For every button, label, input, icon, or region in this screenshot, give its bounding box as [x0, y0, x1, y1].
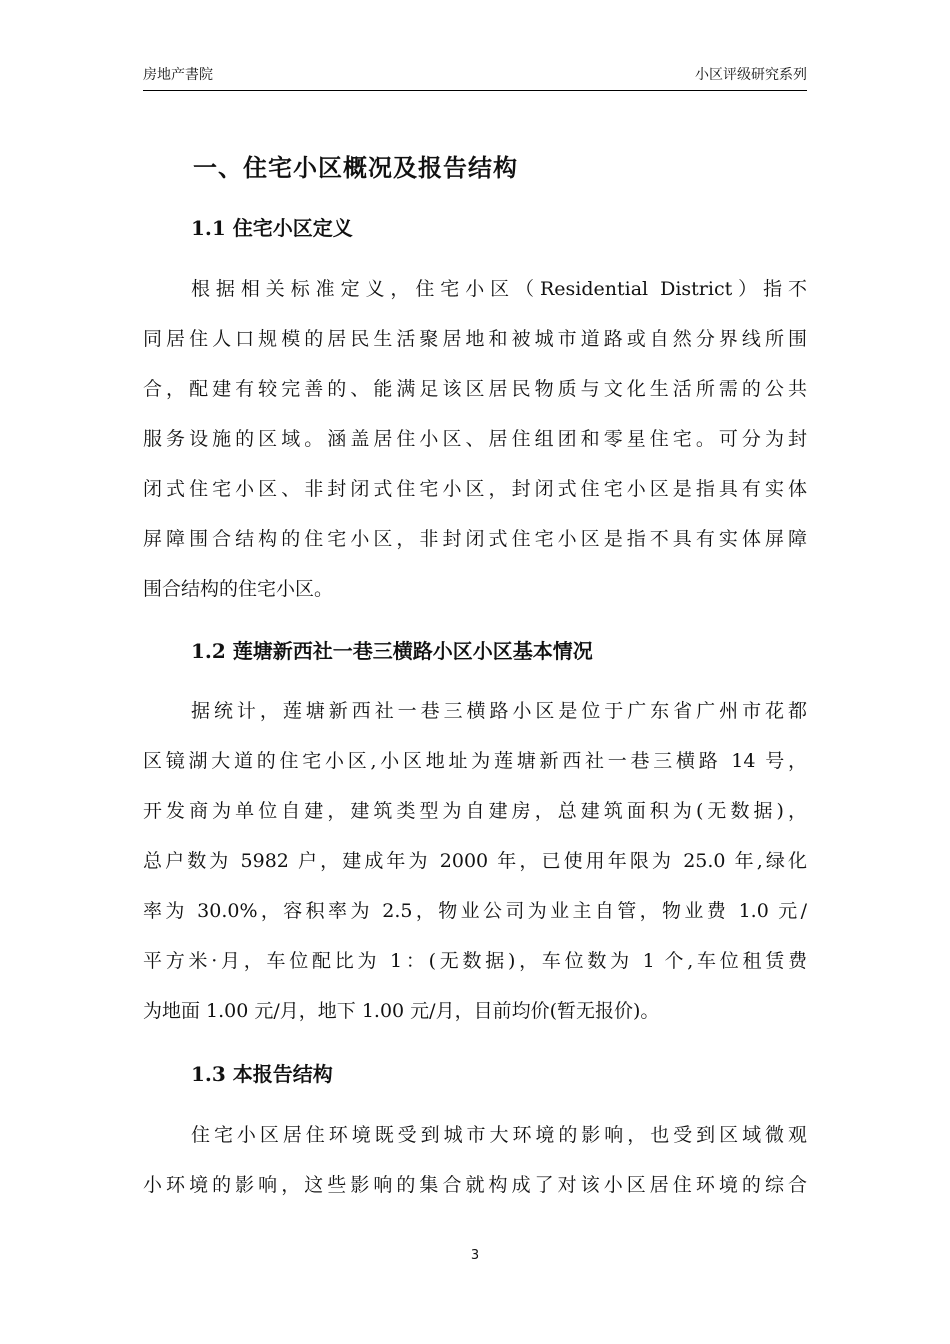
heading-1-1: 1.1 住宅小区定义 [191, 216, 353, 240]
paragraph-line: 同居住人口规模的居民生活聚居地和被城市道路或自然分界线所围 [143, 328, 807, 350]
paragraph-report-structure [143, 1110, 807, 1210]
paragraph-line: 根据相关标准定义，住宅小区（Residential District）指不 [191, 278, 807, 300]
paragraph-line: 住宅小区居住环境既受到城市大环境的影响，也受到区域微观 [191, 1124, 807, 1146]
paragraph-line: 围合结构的住宅小区。 [143, 578, 334, 600]
page-header [143, 64, 807, 91]
page-number: 3 [470, 1248, 480, 1263]
paragraph-line: 闭式住宅小区、非封闭式住宅小区，封闭式住宅小区是指具有实体 [143, 478, 807, 500]
paragraph-line: 平方米·月，车位配比为 1：(无数据)，车位数为 1 个,车位租赁费 [143, 950, 807, 972]
paragraph-line: 开发商为单位自建，建筑类型为自建房，总建筑面积为(无数据)， [143, 800, 807, 822]
section-title: 一、住宅小区概况及报告结构 [193, 153, 518, 182]
paragraph-line: 小环境的影响，这些影响的集合就构成了对该小区居住环境的综合 [143, 1174, 807, 1196]
paragraph-definition [143, 264, 807, 614]
paragraph-basic-info [143, 686, 807, 1036]
paragraph-line: 率为 30.0%，容积率为 2.5，物业公司为业主自管，物业费 1.0 元/ [143, 900, 807, 922]
paragraph-line: 为地面 1.00 元/月，地下 1.00 元/月，目前均价(暂无报价)。 [143, 1000, 660, 1022]
heading-1-2: 1.2 莲塘新西社一巷三横路小区小区基本情况 [191, 639, 593, 663]
paragraph-line: 据统计，莲塘新西社一巷三横路小区是位于广东省广州市花都 [191, 700, 807, 722]
paragraph-line: 合，配建有较完善的、能满足该区居民物质与文化生活所需的公共 [143, 378, 807, 400]
header-publisher: 房地产書院 [143, 67, 213, 83]
paragraph-line: 区镜湖大道的住宅小区,小区地址为莲塘新西社一巷三横路 14 号， [143, 750, 807, 772]
heading-1-3: 1.3 本报告结构 [191, 1062, 333, 1086]
paragraph-line: 服务设施的区域。涵盖居住小区、居住组团和零星住宅。可分为封 [143, 428, 807, 450]
paragraph-line: 总户数为 5982 户，建成年为 2000 年，已使用年限为 25.0 年,绿化 [143, 850, 807, 872]
header-series: 小区评级研究系列 [695, 67, 807, 83]
paragraph-line: 屏障围合结构的住宅小区，非封闭式住宅小区是指不具有实体屏障 [143, 528, 807, 550]
